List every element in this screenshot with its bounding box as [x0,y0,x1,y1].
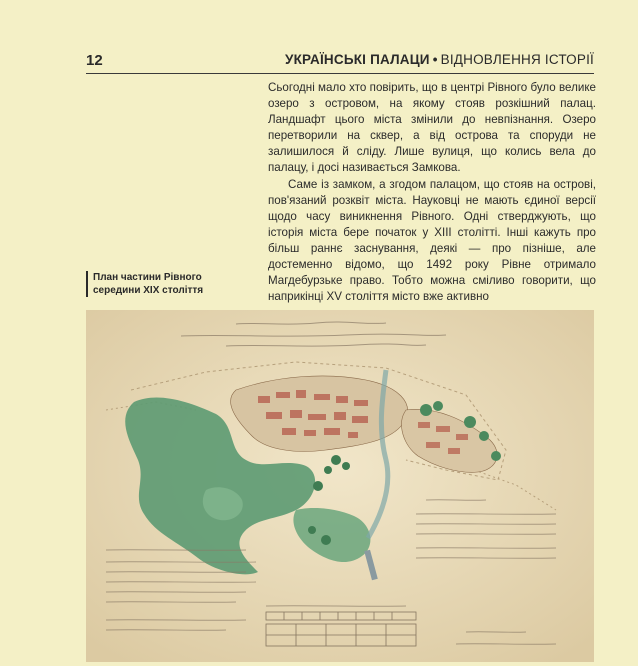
article-body [268,80,596,305]
running-head [285,52,594,67]
running-subtitle: ВІДНОВЛЕННЯ ІСТОРІЇ [440,52,594,67]
historic-map-figure [86,310,594,662]
article-paragraph-2: Саме із замком, а згодом палацом, що стояв на острові, пов'язаний розквіт міста. Науковці не мають єдиної версії щодо часу виникнення Рівного. Одні стверджують, що історія міста бере початок у XIII столітті. Інші кажуть про більш раннє заснування, деякі — про пізніше, але достеменно відомо, що 1492 року Рівне отримало Магдебурзьке право. Тобто можна сміливо говорити, що наприкінці XV століття місто вже активно [268,177,596,304]
historic-map-illustration [86,310,594,662]
header-rule [86,73,594,74]
running-head-separator: • [432,52,438,67]
article-paragraph-1: Сьогодні мало хто повірить, що в центрі Рівного було велике озеро з островом, на якому стояв розкішний палац. Ландшафт цього міста змінили до невпізнання. Озеро перетворили на сквер, а від острова та споруди не залишилося й сліду. Лише вулиця, що колись вела до палацу, і досі називається Замкова. [268,81,596,175]
figure-caption: План частини Рівного середини XIX століття [86,271,223,297]
running-title: УКРАЇНСЬКІ ПАЛАЦИ [285,52,430,67]
page-number: 12 [86,52,103,69]
